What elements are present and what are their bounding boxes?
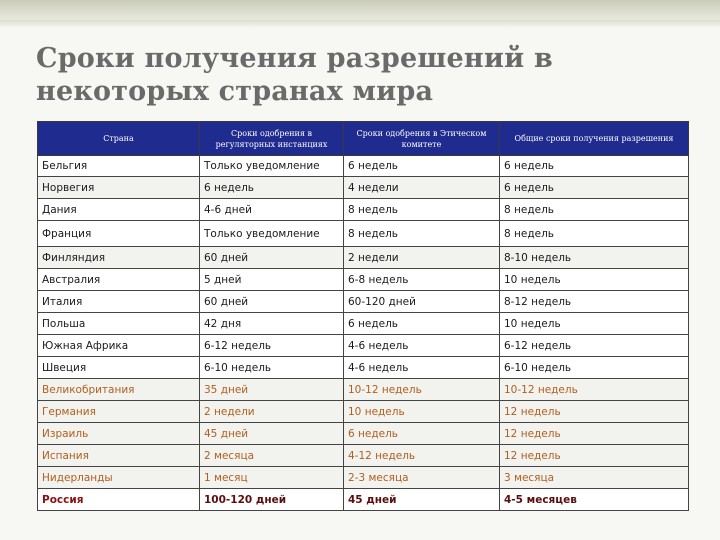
table-row: [38, 291, 689, 313]
regulatory-cell: 2 месяца: [200, 445, 344, 467]
regulatory-cell: 42 дня: [200, 313, 344, 335]
ethics-cell: 6-8 недель: [344, 269, 500, 291]
header-country: Страна: [38, 122, 200, 156]
regulatory-cell: 100-120 дней: [200, 489, 344, 511]
total-cell: 8-12 недель: [500, 291, 689, 313]
country-cell: Великобритания: [38, 379, 200, 401]
ethics-cell: 4-6 недель: [344, 335, 500, 357]
country-cell: Нидерланды: [38, 467, 200, 489]
country-cell: Австралия: [38, 269, 200, 291]
regulatory-cell: Только уведомление: [200, 221, 344, 247]
country-cell: Израиль: [38, 423, 200, 445]
total-cell: 10 недель: [500, 269, 689, 291]
slide-top-bar-shadow: [0, 20, 720, 28]
regulatory-cell: 6 недель: [200, 177, 344, 199]
regulatory-cell: 60 дней: [200, 247, 344, 269]
title-line-1: Сроки получения разрешений в: [36, 43, 553, 74]
permits-table: [37, 121, 689, 511]
table-row: [38, 269, 689, 291]
total-cell: 8 недель: [500, 221, 689, 247]
table-row: [38, 177, 689, 199]
regulatory-cell: 6-12 недель: [200, 335, 344, 357]
total-cell: 10-12 недель: [500, 379, 689, 401]
slide-title: [36, 42, 696, 108]
ethics-cell: 4 недели: [344, 177, 500, 199]
table-row: [38, 423, 689, 445]
table-header-row: [38, 122, 689, 156]
ethics-cell: 8 недель: [344, 199, 500, 221]
table-row: [38, 445, 689, 467]
table-row: [38, 489, 689, 511]
ethics-cell: 4-6 недель: [344, 357, 500, 379]
country-cell: Бельгия: [38, 156, 200, 177]
regulatory-cell: 4-6 дней: [200, 199, 344, 221]
country-cell: Южная Африка: [38, 335, 200, 357]
regulatory-cell: 45 дней: [200, 423, 344, 445]
total-cell: 10 недель: [500, 313, 689, 335]
ethics-cell: 60-120 дней: [344, 291, 500, 313]
ethics-cell: 2 недели: [344, 247, 500, 269]
total-cell: 8 недель: [500, 199, 689, 221]
table-row: [38, 313, 689, 335]
country-cell: Дания: [38, 199, 200, 221]
ethics-cell: 6 недель: [344, 423, 500, 445]
ethics-cell: 10-12 недель: [344, 379, 500, 401]
total-cell: 12 недель: [500, 445, 689, 467]
header-ethics: Сроки одобрения в Этическом комитете: [344, 122, 500, 156]
ethics-cell: 10 недель: [344, 401, 500, 423]
ethics-cell: 45 дней: [344, 489, 500, 511]
regulatory-cell: 5 дней: [200, 269, 344, 291]
regulatory-cell: 1 месяц: [200, 467, 344, 489]
regulatory-cell: 35 дней: [200, 379, 344, 401]
total-cell: 6-10 недель: [500, 357, 689, 379]
country-cell: Швеция: [38, 357, 200, 379]
country-cell: Италия: [38, 291, 200, 313]
total-cell: 6 недель: [500, 156, 689, 177]
country-cell: Россия: [38, 489, 200, 511]
ethics-cell: 8 недель: [344, 221, 500, 247]
table-row: [38, 335, 689, 357]
table-row: [38, 379, 689, 401]
country-cell: Норвегия: [38, 177, 200, 199]
table-row: [38, 199, 689, 221]
ethics-cell: 6 недель: [344, 156, 500, 177]
country-cell: Испания: [38, 445, 200, 467]
total-cell: 6 недель: [500, 177, 689, 199]
table-row: [38, 221, 689, 247]
title-line-2: некоторых странах мира: [36, 76, 434, 107]
regulatory-cell: 6-10 недель: [200, 357, 344, 379]
total-cell: 4-5 месяцев: [500, 489, 689, 511]
slide-top-bar: [0, 0, 720, 20]
table-row: [38, 156, 689, 177]
country-cell: Франция: [38, 221, 200, 247]
table-row: [38, 401, 689, 423]
header-regulatory: Сроки одобрения в регуляторных инстанциях: [200, 122, 344, 156]
ethics-cell: 2-3 месяца: [344, 467, 500, 489]
total-cell: 6-12 недель: [500, 335, 689, 357]
header-total: Общие сроки получения разрешения: [500, 122, 689, 156]
regulatory-cell: Только уведомление: [200, 156, 344, 177]
ethics-cell: 6 недель: [344, 313, 500, 335]
ethics-cell: 4-12 недель: [344, 445, 500, 467]
table-row: [38, 467, 689, 489]
table-row: [38, 247, 689, 269]
total-cell: 12 недель: [500, 423, 689, 445]
country-cell: Польша: [38, 313, 200, 335]
total-cell: 8-10 недель: [500, 247, 689, 269]
table-row: [38, 357, 689, 379]
total-cell: 3 месяца: [500, 467, 689, 489]
country-cell: Финляндия: [38, 247, 200, 269]
country-cell: Германия: [38, 401, 200, 423]
regulatory-cell: 2 недели: [200, 401, 344, 423]
regulatory-cell: 60 дней: [200, 291, 344, 313]
total-cell: 12 недель: [500, 401, 689, 423]
